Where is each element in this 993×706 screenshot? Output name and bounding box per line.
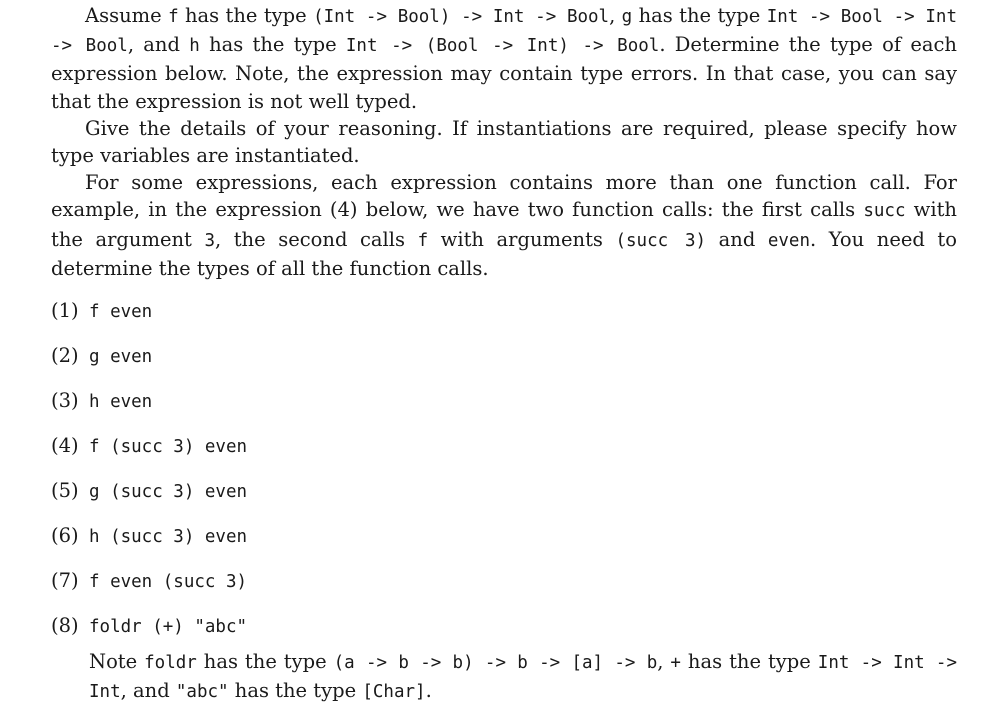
function-calls-paragraph — [51, 169, 957, 282]
text-run: . Determine the type of each expression below. Note, the expression may contain type errors. In that case, you can say that the expression is not well typed. — [51, 33, 957, 113]
text-run: has the type — [632, 4, 767, 27]
expression-item — [51, 521, 957, 566]
text-run: Give the details of your reasoning. If instantiations are required, please specify how type variables are instantiated. — [51, 116, 957, 168]
inline-code: (succ 3) — [615, 230, 707, 251]
text-run: . — [425, 679, 432, 703]
text-run: has the type — [228, 679, 363, 703]
inline-code: "abc" — [175, 682, 229, 703]
inline-code: h — [189, 36, 200, 57]
expression-code: g (succ 3) even — [89, 482, 248, 502]
inline-code: f — [168, 7, 179, 27]
expression-number: (4) — [51, 434, 79, 457]
inline-code: even — [767, 230, 811, 251]
expression-code: f even — [89, 302, 153, 322]
expression-code: h even — [89, 392, 153, 412]
text-run: , and — [120, 679, 176, 703]
expression-code: f even (succ 3) — [89, 572, 248, 592]
text-run: , — [609, 4, 622, 27]
inline-code: [Char] — [362, 682, 426, 703]
expression-item — [51, 566, 957, 611]
intro-paragraph — [51, 2, 957, 115]
text-run: with arguments — [428, 227, 616, 251]
expression-item — [51, 341, 957, 386]
expression-item — [51, 386, 957, 431]
text-run: . You need to determine the types of all the function calls. — [51, 227, 958, 280]
expression-item — [51, 431, 957, 476]
inline-code: f — [417, 230, 429, 251]
inline-code: + — [670, 653, 681, 673]
expression-number: (1) — [51, 299, 79, 322]
inline-code: (a -> b -> b) -> b -> [a] -> b — [333, 653, 658, 673]
text-run: Note — [89, 650, 145, 673]
text-run: , the second calls — [214, 227, 418, 251]
inline-code: Int -> Bool -> Int -> Bool — [51, 7, 958, 57]
inline-code: g — [621, 7, 633, 27]
expression-code: foldr (+) "abc" — [89, 617, 248, 637]
text-run: For some expressions, each expression contains more than one function call. For example, in the expression (4) below, we have two function calls: the first calls — [51, 171, 957, 222]
expression-number: (3) — [51, 389, 79, 412]
expression-list — [51, 296, 957, 656]
text-run: , — [657, 650, 671, 673]
inline-code: foldr — [144, 653, 197, 673]
text-run: has the type — [178, 4, 314, 27]
expression-code: f (succ 3) even — [89, 437, 248, 457]
inline-code: Int -> (Bool -> Int) -> Bool — [345, 36, 660, 57]
expression-item — [51, 476, 957, 521]
inline-code: succ — [863, 201, 906, 222]
foldr-note — [89, 648, 957, 706]
text-run: , and — [127, 33, 190, 57]
expression-number: (7) — [51, 569, 79, 592]
inline-code: Int -> Int -> Int — [89, 653, 958, 703]
expression-number: (5) — [51, 479, 79, 502]
text-run: has the type — [196, 650, 334, 673]
text-run: and — [706, 227, 768, 251]
text-run: with the argument — [51, 198, 957, 251]
inline-code: (Int -> Bool) -> Int -> Bool — [313, 7, 610, 27]
expression-number: (2) — [51, 344, 79, 367]
problem-statement — [51, 2, 957, 282]
text-run: Assume — [85, 4, 169, 27]
text-run: has the type — [199, 33, 346, 57]
text-run: has the type — [680, 650, 818, 673]
expression-item — [51, 296, 957, 341]
expression-number: (6) — [51, 524, 79, 547]
reasoning-paragraph — [51, 115, 957, 169]
inline-code: 3 — [204, 230, 215, 251]
expression-code: h (succ 3) even — [89, 527, 248, 547]
expression-number: (8) — [51, 614, 79, 637]
expression-code: g even — [89, 347, 153, 367]
